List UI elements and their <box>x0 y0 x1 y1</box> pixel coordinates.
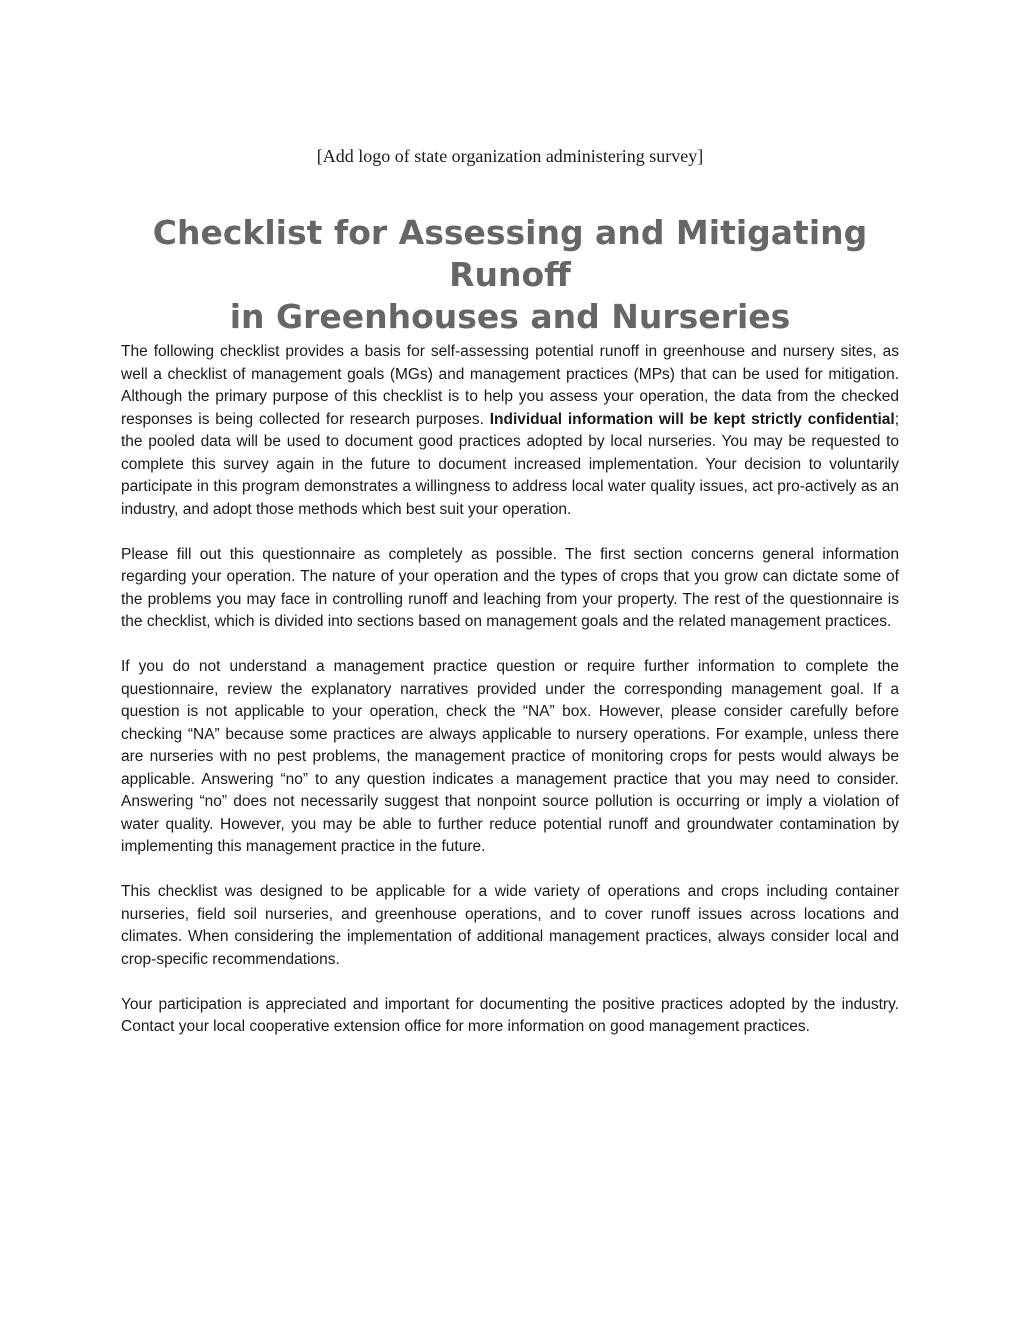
paragraph-intro <box>121 341 899 521</box>
paragraph-na-guidance: If you do not understand a management practice question or require further information to complete the questionnaire, review the explanatory narratives provided under the corresponding management goal. If a question is not applicable to your operation, check the “NA” box. However, please consider carefully before checking “NA” because some practices are always applicable to nursery operations. For example, unless there are nurseries with no pest problems, the management practice of monitoring crops for pests would always be applicable. Answering “no” to any question indicates a management practice that you may need to consider. Answering “no” does not necessarily suggest that nonpoint source pollution is occurring or imply a violation of water quality. However, you may be able to further reduce potential runoff and groundwater contamination by implementing this management practice in the future. <box>121 658 899 855</box>
confidentiality-statement: Individual information will be kept strictly confidential <box>489 410 895 428</box>
title-line-1: Checklist for Assessing and Mitigating Runoff <box>152 213 868 294</box>
document-body <box>121 341 899 1061</box>
logo-placeholder-text: [Add logo of state organization administering survey] <box>316 146 704 166</box>
paragraph-closing: Your participation is appreciated and important for documenting the positive practices adopted by the industry. Contact your local cooperative extension office for more information on good management practices. <box>121 995 899 1035</box>
paragraph-instructions: Please fill out this questionnaire as completely as possible. The first section concerns general information regarding your operation. The nature of your operation and the types of crops that you grow can dictate some of the problems you may face in controlling runoff and leaching from your property. The rest of the questionnaire is the checklist, which is divided into sections based on management goals and the related management practices. <box>121 545 899 630</box>
paragraph-intro-text-end: ; the pooled data will be used to document good practices adopted by local nurseries. You may be requested to complete this survey again in the future to document increased implementation. Your decision to voluntarily participate in this program demonstrates a willingness to address local water quality issues, act pro-actively as an industry, and adopt those methods which best suit your operation. <box>121 410 899 518</box>
paragraph-applicability: This checklist was designed to be applicable for a wide variety of operations and crops including container nurseries, field soil nurseries, and greenhouse operations, and to cover runoff issues across locations and climates. When considering the implementation of additional management practices, always consider local and crop-specific recommendations. <box>121 883 899 968</box>
page-title <box>100 212 920 338</box>
paragraph-intro-text-start: The following checklist provides a basis for self-assessing potential runoff in greenhouse and nursery sites, as well a checklist of management goals (MGs) and management practices (MPs) that can be used for mitigation. Although the primary purpose of this checklist is to help you assess your operation, the data from the checked responses is being collected for research purposes. <box>121 343 899 428</box>
title-line-2: in Greenhouses and Nurseries <box>229 297 791 336</box>
